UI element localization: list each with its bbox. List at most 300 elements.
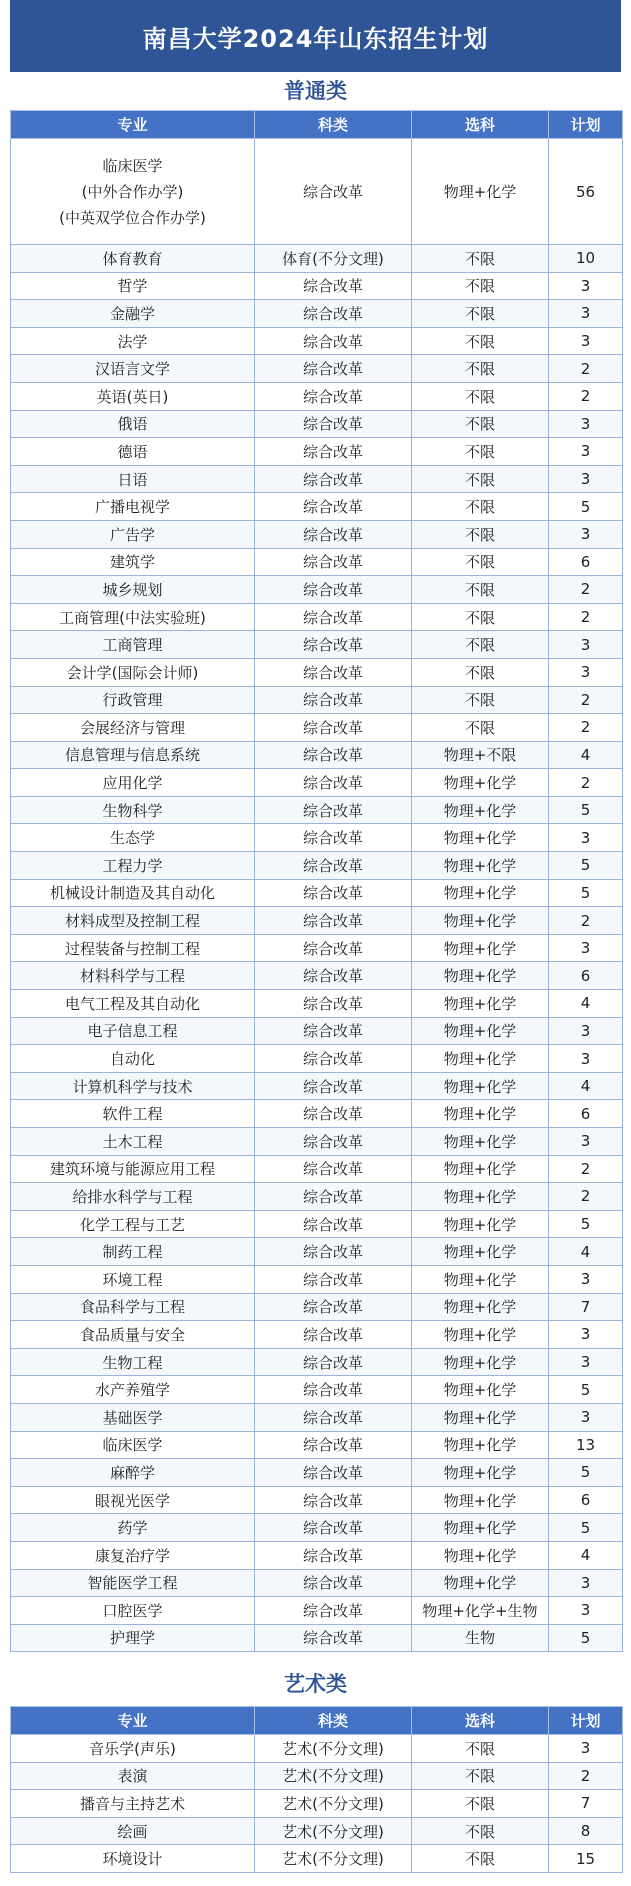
header-category: 科类 [255,111,412,139]
subjects-cell: 物理+化学 [412,1155,549,1183]
subjects-cell: 不限 [412,245,549,273]
major-cell: 计算机科学与技术 [11,1072,255,1100]
category-cell: 综合改革 [255,658,412,686]
subjects-cell: 不限 [412,1762,549,1790]
subjects-cell: 物理+化学 [412,1045,549,1073]
plan-cell: 5 [549,1514,623,1542]
table-row [11,1183,623,1211]
table-row [11,272,623,300]
major-cell: 汉语言文学 [11,355,255,383]
plan-cell: 13 [549,1431,623,1459]
table-row [11,1072,623,1100]
plan-cell: 3 [549,520,623,548]
table-row [11,245,623,273]
major-cell: 工程力学 [11,852,255,880]
category-cell: 综合改革 [255,139,412,245]
plan-cell: 2 [549,355,623,383]
table-row [11,1845,623,1873]
category-cell: 综合改革 [255,1376,412,1404]
category-cell: 综合改革 [255,382,412,410]
major-cell: 智能医学工程 [11,1569,255,1597]
major-cell: 软件工程 [11,1100,255,1128]
major-cell: 哲学 [11,272,255,300]
subjects-cell: 物理+化学 [412,1238,549,1266]
subjects-cell: 不限 [412,658,549,686]
table-row [11,410,623,438]
subjects-cell: 不限 [412,410,549,438]
subjects-cell: 不限 [412,603,549,631]
subjects-cell: 不限 [412,714,549,742]
category-cell: 综合改革 [255,1569,412,1597]
major-line: (中英双学位合作办学) [59,208,206,227]
major-cell: 行政管理 [11,686,255,714]
plan-cell: 4 [549,1541,623,1569]
subjects-cell: 物理+化学 [412,139,549,245]
major-cell [11,139,255,245]
major-cell: 自动化 [11,1045,255,1073]
table-row [11,603,623,631]
major-cell: 食品科学与工程 [11,1293,255,1321]
plan-cell: 2 [549,1155,623,1183]
table-row [11,1762,623,1790]
category-cell: 综合改革 [255,465,412,493]
subjects-cell: 不限 [412,300,549,328]
table-row [11,1128,623,1156]
major-cell: 生物科学 [11,796,255,824]
subjects-cell: 物理+化学 [412,769,549,797]
table-row [11,548,623,576]
category-cell: 综合改革 [255,741,412,769]
plan-cell: 10 [549,245,623,273]
subjects-cell: 物理+化学 [412,879,549,907]
subjects-cell: 物理+化学 [412,934,549,962]
category-cell: 综合改革 [255,300,412,328]
major-cell: 康复治疗学 [11,1541,255,1569]
plan-cell: 8 [549,1817,623,1845]
header-subjects: 选科 [412,111,549,139]
subjects-cell: 不限 [412,520,549,548]
plan-cell: 3 [549,1128,623,1156]
subjects-cell: 不限 [412,576,549,604]
plan-cell: 5 [549,1376,623,1404]
table-row [11,1045,623,1073]
major-cell: 环境设计 [11,1845,255,1873]
plan-cell: 4 [549,741,623,769]
category-cell: 综合改革 [255,1183,412,1211]
table-row [11,300,623,328]
table-row [11,382,623,410]
subjects-cell: 物理+化学 [412,796,549,824]
plan-cell: 5 [549,852,623,880]
category-cell: 综合改革 [255,1486,412,1514]
category-cell: 综合改革 [255,1238,412,1266]
plan-cell: 3 [549,934,623,962]
plan-cell: 2 [549,769,623,797]
plan-cell: 2 [549,1762,623,1790]
table-row [11,1597,623,1625]
major-cell: 表演 [11,1762,255,1790]
subjects-cell: 不限 [412,465,549,493]
subjects-cell: 物理+化学 [412,907,549,935]
subjects-cell: 物理+化学 [412,1348,549,1376]
subjects-cell: 不限 [412,1790,549,1818]
major-cell: 法学 [11,327,255,355]
table-header-row [11,1707,623,1735]
plan-cell: 5 [549,1459,623,1487]
plan-cell: 7 [549,1790,623,1818]
subjects-cell: 物理+化学 [412,1293,549,1321]
major-cell: 麻醉学 [11,1459,255,1487]
category-cell: 综合改革 [255,796,412,824]
plan-cell: 4 [549,990,623,1018]
category-cell: 综合改革 [255,438,412,466]
header-plan: 计划 [549,1707,623,1735]
table-row [11,1321,623,1349]
section-title-art: 艺术类 [284,1672,347,1696]
major-cell: 机械设计制造及其自动化 [11,879,255,907]
table-row [11,879,623,907]
plan-cell: 7 [549,1293,623,1321]
category-cell: 综合改革 [255,769,412,797]
major-cell: 生物工程 [11,1348,255,1376]
category-cell: 综合改革 [255,355,412,383]
major-cell: 化学工程与工艺 [11,1210,255,1238]
table-row [11,576,623,604]
major-cell: 生态学 [11,824,255,852]
table-row [11,1459,623,1487]
subjects-cell: 物理+化学 [412,1128,549,1156]
table-row [11,1155,623,1183]
subjects-cell: 物理+化学 [412,1541,549,1569]
table-row [11,327,623,355]
table-row [11,1348,623,1376]
subjects-cell: 不限 [412,382,549,410]
plan-cell: 3 [549,824,623,852]
category-cell: 综合改革 [255,272,412,300]
category-cell: 综合改革 [255,1100,412,1128]
subjects-cell: 物理+化学 [412,824,549,852]
category-cell: 综合改革 [255,520,412,548]
page-title: 南昌大学2024年山东招生计划 [10,0,621,72]
table-row [11,769,623,797]
subjects-cell: 物理+化学 [412,1569,549,1597]
category-cell: 综合改革 [255,934,412,962]
major-cell: 材料成型及控制工程 [11,907,255,935]
table-row [11,1514,623,1542]
category-cell: 综合改革 [255,1128,412,1156]
category-cell: 艺术(不分文理) [255,1735,412,1763]
subjects-cell: 不限 [412,548,549,576]
table-row [11,741,623,769]
major-cell: 材料科学与工程 [11,962,255,990]
table-row [11,1790,623,1818]
subjects-cell: 物理+化学 [412,990,549,1018]
header-major: 专业 [11,1707,255,1735]
subjects-cell: 物理+化学 [412,1376,549,1404]
major-cell: 城乡规划 [11,576,255,604]
major-cell: 金融学 [11,300,255,328]
category-cell: 综合改革 [255,1541,412,1569]
plan-cell: 3 [549,1017,623,1045]
category-cell: 综合改革 [255,1293,412,1321]
category-cell: 综合改革 [255,824,412,852]
category-cell: 综合改革 [255,1210,412,1238]
table-row [11,355,623,383]
category-cell: 综合改革 [255,1348,412,1376]
major-cell: 食品质量与安全 [11,1321,255,1349]
subjects-cell: 物理+化学 [412,1321,549,1349]
table-row [11,962,623,990]
major-cell: 给排水科学与工程 [11,1183,255,1211]
subjects-cell: 不限 [412,631,549,659]
plan-cell: 3 [549,1348,623,1376]
category-cell: 艺术(不分文理) [255,1790,412,1818]
table-row [11,686,623,714]
table-row [11,1376,623,1404]
subjects-cell: 不限 [412,1735,549,1763]
category-cell: 综合改革 [255,631,412,659]
category-cell: 综合改革 [255,1597,412,1625]
plan-cell: 3 [549,1597,623,1625]
subjects-cell: 物理+化学 [412,1514,549,1542]
category-cell: 综合改革 [255,686,412,714]
major-cell: 环境工程 [11,1265,255,1293]
subjects-cell: 物理+不限 [412,741,549,769]
table-row [11,1293,623,1321]
header-subjects: 选科 [412,1707,549,1735]
category-cell: 综合改革 [255,327,412,355]
plan-cell: 3 [549,300,623,328]
category-cell: 综合改革 [255,1321,412,1349]
plan-cell: 15 [549,1845,623,1873]
table-row [11,852,623,880]
major-cell: 英语(英日) [11,382,255,410]
major-cell: 电子信息工程 [11,1017,255,1045]
category-cell: 艺术(不分文理) [255,1817,412,1845]
table-row [11,1624,623,1652]
major-cell: 口腔医学 [11,1597,255,1625]
plan-cell: 2 [549,907,623,935]
subjects-cell: 物理+化学 [412,852,549,880]
category-cell: 综合改革 [255,1265,412,1293]
subjects-cell: 不限 [412,438,549,466]
major-cell: 工商管理(中法实验班) [11,603,255,631]
subjects-cell: 不限 [412,327,549,355]
subjects-cell: 不限 [412,1845,549,1873]
plan-cell: 5 [549,1210,623,1238]
plan-cell: 3 [549,1321,623,1349]
major-cell: 基础医学 [11,1403,255,1431]
table-header-row [11,111,623,139]
table-row [11,658,623,686]
table-row [11,1817,623,1845]
plan-cell: 5 [549,796,623,824]
subjects-cell: 物理+化学+生物 [412,1597,549,1625]
table-row [11,1486,623,1514]
major-cell: 临床医学 [11,1431,255,1459]
category-cell: 综合改革 [255,576,412,604]
subjects-cell: 生物 [412,1624,549,1652]
major-cell: 绘画 [11,1817,255,1845]
category-cell: 综合改革 [255,962,412,990]
plan-cell: 3 [549,1403,623,1431]
category-cell: 综合改革 [255,410,412,438]
category-cell: 综合改革 [255,907,412,935]
header-major: 专业 [11,111,255,139]
plan-cell: 2 [549,686,623,714]
table-row [11,714,623,742]
category-cell: 综合改革 [255,603,412,631]
plan-cell: 3 [549,1735,623,1763]
table-row [11,1431,623,1459]
major-cell: 德语 [11,438,255,466]
major-cell: 会计学(国际会计师) [11,658,255,686]
subjects-cell: 物理+化学 [412,1403,549,1431]
major-line: (中外合作办学) [81,182,184,201]
subjects-cell: 不限 [412,686,549,714]
subjects-cell: 物理+化学 [412,1486,549,1514]
major-line: 临床医学 [102,156,163,175]
major-cell: 建筑环境与能源应用工程 [11,1155,255,1183]
plan-cell: 4 [549,1238,623,1266]
category-cell: 综合改革 [255,493,412,521]
plan-cell: 6 [549,962,623,990]
category-cell: 综合改革 [255,1072,412,1100]
category-cell: 综合改革 [255,1514,412,1542]
plan-cell: 5 [549,879,623,907]
section-title-general: 普通类 [284,79,347,103]
table-row [11,1569,623,1597]
table-row [11,1403,623,1431]
subjects-cell: 物理+化学 [412,962,549,990]
subjects-cell: 物理+化学 [412,1431,549,1459]
table-row [11,1210,623,1238]
plan-cell: 4 [549,1072,623,1100]
table-row [11,934,623,962]
table-row [11,1265,623,1293]
category-cell: 综合改革 [255,852,412,880]
major-cell: 药学 [11,1514,255,1542]
plan-cell: 6 [549,548,623,576]
plan-cell: 3 [549,410,623,438]
table-row [11,520,623,548]
major-cell: 音乐学(声乐) [11,1735,255,1763]
table-row [11,465,623,493]
table-row [11,796,623,824]
major-cell: 应用化学 [11,769,255,797]
plan-cell: 3 [549,465,623,493]
major-cell: 过程装备与控制工程 [11,934,255,962]
subjects-cell: 物理+化学 [412,1100,549,1128]
major-cell: 制药工程 [11,1238,255,1266]
category-cell: 综合改革 [255,990,412,1018]
plan-cell: 5 [549,1624,623,1652]
plan-cell: 2 [549,576,623,604]
header-plan: 计划 [549,111,623,139]
table-row [11,1238,623,1266]
table-row [11,990,623,1018]
category-cell: 艺术(不分文理) [255,1845,412,1873]
category-cell: 综合改革 [255,1624,412,1652]
table-row [11,907,623,935]
subjects-cell: 不限 [412,355,549,383]
major-cell: 护理学 [11,1624,255,1652]
table-row [11,438,623,466]
major-cell: 播音与主持艺术 [11,1790,255,1818]
subjects-cell: 物理+化学 [412,1072,549,1100]
plan-cell: 2 [549,603,623,631]
major-cell: 电气工程及其自动化 [11,990,255,1018]
table-row [11,1735,623,1763]
major-cell: 信息管理与信息系统 [11,741,255,769]
subjects-cell: 物理+化学 [412,1183,549,1211]
category-cell: 体育(不分文理) [255,245,412,273]
category-cell: 综合改革 [255,1017,412,1045]
plan-cell: 3 [549,1265,623,1293]
plan-cell: 6 [549,1486,623,1514]
plan-cell: 3 [549,272,623,300]
table-row [11,493,623,521]
header-category: 科类 [255,1707,412,1735]
art-plan-table [10,1706,623,1873]
category-cell: 综合改革 [255,879,412,907]
category-cell: 艺术(不分文理) [255,1762,412,1790]
subjects-cell: 不限 [412,1817,549,1845]
table-row [11,139,623,245]
plan-cell: 3 [549,327,623,355]
major-cell: 眼视光医学 [11,1486,255,1514]
plan-cell: 3 [549,1569,623,1597]
major-cell: 土木工程 [11,1128,255,1156]
plan-cell: 3 [549,438,623,466]
subjects-cell: 物理+化学 [412,1210,549,1238]
major-cell: 建筑学 [11,548,255,576]
table-row [11,1017,623,1045]
category-cell: 综合改革 [255,1045,412,1073]
plan-cell: 2 [549,1183,623,1211]
category-cell: 综合改革 [255,1155,412,1183]
plan-cell: 6 [549,1100,623,1128]
table-row [11,631,623,659]
subjects-cell: 不限 [412,493,549,521]
major-cell: 水产养殖学 [11,1376,255,1404]
subjects-cell: 物理+化学 [412,1459,549,1487]
plan-cell: 3 [549,1045,623,1073]
plan-cell: 3 [549,658,623,686]
category-cell: 综合改革 [255,1431,412,1459]
general-plan-table [10,110,623,1652]
table-row [11,1100,623,1128]
major-cell: 俄语 [11,410,255,438]
table-row [11,824,623,852]
subjects-cell: 不限 [412,272,549,300]
plan-cell: 2 [549,714,623,742]
plan-cell: 56 [549,139,623,245]
subjects-cell: 物理+化学 [412,1265,549,1293]
major-cell: 日语 [11,465,255,493]
major-cell: 广告学 [11,520,255,548]
plan-cell: 5 [549,493,623,521]
category-cell: 综合改革 [255,548,412,576]
category-cell: 综合改革 [255,714,412,742]
major-cell: 会展经济与管理 [11,714,255,742]
plan-cell: 2 [549,382,623,410]
category-cell: 综合改革 [255,1403,412,1431]
major-cell: 体育教育 [11,245,255,273]
table-row [11,1541,623,1569]
major-cell: 广播电视学 [11,493,255,521]
category-cell: 综合改革 [255,1459,412,1487]
